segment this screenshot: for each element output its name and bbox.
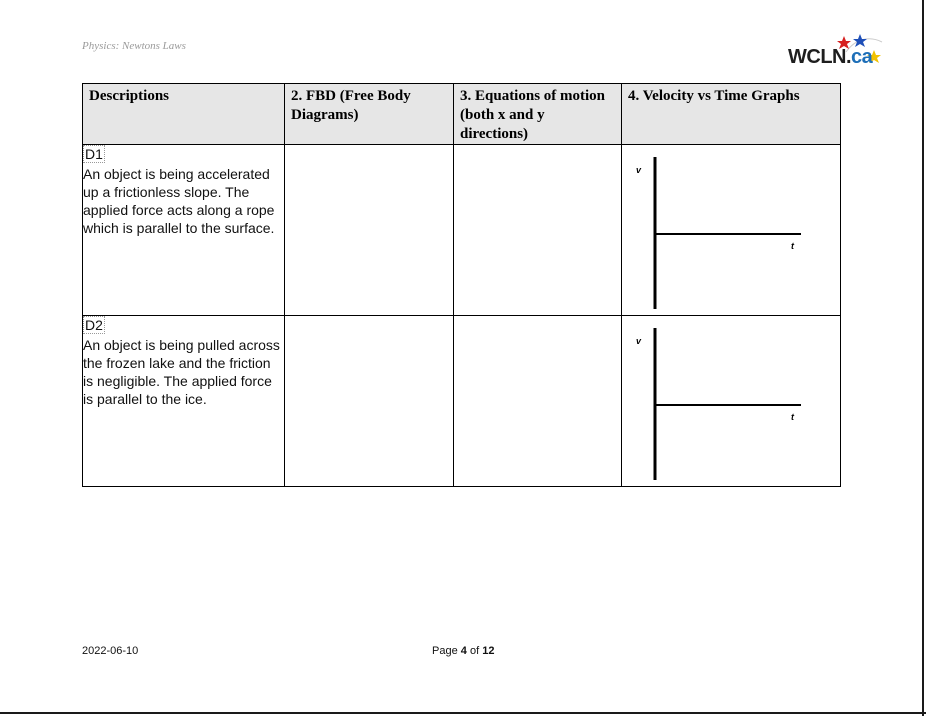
table-row xyxy=(83,145,841,316)
page-edge-bottom xyxy=(0,712,926,714)
logo-suffix-text: ca xyxy=(851,46,873,68)
column-header-equations: 3. Equations of motion (both x and y directions) xyxy=(454,84,622,145)
table-row xyxy=(83,316,841,487)
fbd-answer-cell[interactable] xyxy=(285,145,454,316)
graph-x-axis-label: t xyxy=(791,241,794,251)
page-edge-right xyxy=(922,0,924,716)
wcln-logo xyxy=(786,28,886,72)
page-number xyxy=(432,645,494,657)
column-header-descriptions: Descriptions xyxy=(83,84,285,145)
equations-answer-cell[interactable] xyxy=(454,145,622,316)
doc-title: Physics: Newtons Laws xyxy=(82,40,186,52)
description-cell xyxy=(83,316,285,487)
page-current: 4 xyxy=(460,645,467,657)
velocity-time-graph xyxy=(622,316,840,486)
description-text: An object is being pulled across the frozen lake and the friction is negligible. The applied force is parallel to the ice. xyxy=(83,337,280,407)
table-header-row xyxy=(83,84,841,145)
logo-main-text: WCLN. xyxy=(788,46,852,68)
description-id[interactable]: D1 xyxy=(85,146,103,162)
column-header-fbd: 2. FBD (Free Body Diagrams) xyxy=(285,84,454,145)
graph-y-axis-label: v xyxy=(636,165,642,175)
velocity-graph-cell[interactable] xyxy=(622,145,841,316)
description-id[interactable]: D2 xyxy=(85,317,103,333)
velocity-graph-cell[interactable] xyxy=(622,316,841,487)
of-word: of xyxy=(469,645,480,657)
description-cell xyxy=(83,145,285,316)
footer-date: 2022-06-10 xyxy=(82,645,139,657)
description-text: An object is being accelerated up a frictionless slope. The applied force acts along a rope which is parallel to the surface. xyxy=(83,166,275,236)
equations-answer-cell[interactable] xyxy=(454,316,622,487)
page-total: 12 xyxy=(482,645,495,657)
velocity-time-graph xyxy=(622,145,840,315)
worksheet-table xyxy=(82,83,841,487)
graph-x-axis-label: t xyxy=(791,412,794,422)
page-word: Page xyxy=(432,645,458,657)
fbd-answer-cell[interactable] xyxy=(285,316,454,487)
column-header-velocity-graphs: 4. Velocity vs Time Graphs xyxy=(622,84,841,145)
graph-y-axis-label: v xyxy=(636,336,642,346)
